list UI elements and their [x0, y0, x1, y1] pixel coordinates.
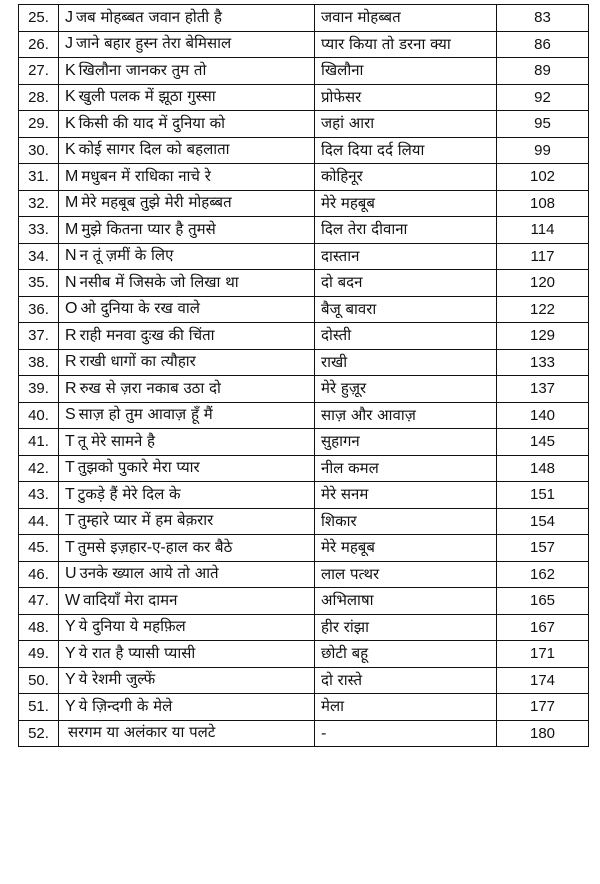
film-name: छोटी बहू	[315, 641, 497, 668]
page-number: 165	[497, 588, 589, 615]
index-letter: J	[65, 8, 73, 26]
song-title: ये ज़िन्दगी के मेले	[78, 696, 173, 715]
serial-number: 31.	[19, 164, 59, 191]
song-cell	[59, 588, 315, 615]
page-number: 122	[497, 296, 589, 323]
song-title: ओ दुनिया के रख वाले	[80, 299, 200, 318]
table-row	[19, 482, 589, 509]
table-row	[19, 111, 589, 138]
song-cell	[59, 296, 315, 323]
page-number: 102	[497, 164, 589, 191]
song-title: ये रात है प्यासी प्यासी	[78, 643, 196, 662]
index-letter: K	[65, 114, 76, 132]
serial-number: 30.	[19, 137, 59, 164]
film-name: दो रास्ते	[315, 667, 497, 694]
serial-number: 27.	[19, 58, 59, 85]
table-row	[19, 376, 589, 403]
song-cell	[59, 667, 315, 694]
film-name: दिल दिया दर्द लिया	[315, 137, 497, 164]
table-row	[19, 323, 589, 350]
index-letter: T	[65, 459, 75, 477]
table-row	[19, 641, 589, 668]
film-name: बैजू बावरा	[315, 296, 497, 323]
index-letter: R	[65, 379, 77, 397]
song-cell	[59, 614, 315, 641]
index-letter: K	[65, 88, 76, 106]
index-letter: K	[65, 141, 76, 159]
page-number: 140	[497, 402, 589, 429]
table-row	[19, 535, 589, 562]
page-number: 108	[497, 190, 589, 217]
song-title: जब मोहब्बत जवान होती है	[76, 7, 222, 26]
page-number: 151	[497, 482, 589, 509]
song-cell	[59, 455, 315, 482]
song-cell	[59, 111, 315, 138]
film-name: कोहिनूर	[315, 164, 497, 191]
film-name: मेला	[315, 694, 497, 721]
table-row	[19, 5, 589, 32]
serial-number: 49.	[19, 641, 59, 668]
serial-number: 46.	[19, 561, 59, 588]
serial-number: 40.	[19, 402, 59, 429]
film-name: खिलौना	[315, 58, 497, 85]
table-row	[19, 270, 589, 297]
film-name: मेरे हुज़ूर	[315, 376, 497, 403]
index-letter: M	[65, 167, 79, 185]
film-name: मेरे सनम	[315, 482, 497, 509]
table-row	[19, 243, 589, 270]
index-letter: Y	[65, 618, 76, 636]
page-number: 171	[497, 641, 589, 668]
song-cell	[59, 84, 315, 111]
song-cell	[59, 535, 315, 562]
film-name: राखी	[315, 349, 497, 376]
page-number: 174	[497, 667, 589, 694]
table-row	[19, 455, 589, 482]
index-letter: K	[65, 61, 76, 79]
page-number: 162	[497, 561, 589, 588]
table-row	[19, 137, 589, 164]
song-cell	[59, 429, 315, 456]
song-cell	[59, 323, 315, 350]
table-row	[19, 508, 589, 535]
song-title: राही मनवा दुःख की चिंता	[79, 325, 215, 344]
film-name: दोस्ती	[315, 323, 497, 350]
film-name: मेरे महबूब	[315, 535, 497, 562]
index-letter: T	[65, 485, 75, 503]
index-letter: N	[65, 247, 77, 265]
page-number: 145	[497, 429, 589, 456]
film-name: लाल पत्थर	[315, 561, 497, 588]
song-title: खिलौना जानकर तुम तो	[78, 60, 207, 79]
serial-number: 25.	[19, 5, 59, 32]
serial-number: 37.	[19, 323, 59, 350]
serial-number: 48.	[19, 614, 59, 641]
table-row	[19, 217, 589, 244]
index-letter: Y	[65, 644, 76, 662]
page-number: 180	[497, 720, 589, 747]
page-number: 177	[497, 694, 589, 721]
song-cell	[59, 376, 315, 403]
song-cell	[59, 349, 315, 376]
serial-number: 35.	[19, 270, 59, 297]
song-cell	[59, 561, 315, 588]
page-number: 154	[497, 508, 589, 535]
table-row	[19, 349, 589, 376]
song-title: किसी की याद में दुनिया को	[78, 113, 226, 132]
song-cell	[59, 641, 315, 668]
song-cell	[59, 58, 315, 85]
song-cell	[59, 720, 315, 747]
page-number: 92	[497, 84, 589, 111]
song-title: न तूं ज़मीं के लिए	[79, 246, 174, 265]
song-title: तुम्हारे प्यार में हम बेक़रार	[77, 511, 214, 530]
song-cell	[59, 164, 315, 191]
index-letter: O	[65, 300, 78, 318]
serial-number: 47.	[19, 588, 59, 615]
page-number: 86	[497, 31, 589, 58]
index-letter: N	[65, 273, 77, 291]
index-letter: M	[65, 220, 79, 238]
page-number: 167	[497, 614, 589, 641]
page-number: 89	[497, 58, 589, 85]
song-cell	[59, 137, 315, 164]
song-title: तुमसे इज़हार-ए-हाल कर बैठे	[77, 537, 233, 556]
serial-number: 43.	[19, 482, 59, 509]
serial-number: 42.	[19, 455, 59, 482]
song-title: ये रेशमी जुल्फें	[78, 670, 156, 689]
index-letter: M	[65, 194, 79, 212]
index-letter: T	[65, 538, 75, 556]
serial-number: 50.	[19, 667, 59, 694]
table-row	[19, 694, 589, 721]
film-name: प्यार किया तो डरना क्या	[315, 31, 497, 58]
film-name: शिकार	[315, 508, 497, 535]
index-letter: Y	[65, 697, 76, 715]
serial-number: 39.	[19, 376, 59, 403]
song-cell	[59, 508, 315, 535]
song-cell	[59, 5, 315, 32]
page-number: 148	[497, 455, 589, 482]
table-row	[19, 588, 589, 615]
page-number: 120	[497, 270, 589, 297]
page-number: 114	[497, 217, 589, 244]
song-cell	[59, 190, 315, 217]
page-number: 83	[497, 5, 589, 32]
song-title: मेरे महबूब तुझे मेरी मोहब्बत	[81, 193, 232, 212]
film-name: जवान मोहब्बत	[315, 5, 497, 32]
serial-number: 45.	[19, 535, 59, 562]
table-row	[19, 84, 589, 111]
serial-number: 36.	[19, 296, 59, 323]
song-title: जाने बहार हुस्न तेरा बेमिसाल	[76, 34, 232, 53]
song-title: मुझे कितना प्यार है तुमसे	[81, 219, 216, 238]
index-letter: S	[65, 406, 76, 424]
song-title: राखी धागों का त्यौहार	[79, 352, 196, 371]
song-title: टुकड़े हैं मेरे दिल के	[77, 484, 181, 503]
serial-number: 51.	[19, 694, 59, 721]
film-name: दो बदन	[315, 270, 497, 297]
serial-number: 44.	[19, 508, 59, 535]
table-row	[19, 614, 589, 641]
table-row	[19, 561, 589, 588]
song-title: साज़ हो तुम आवाज़ हूँ मैं	[78, 405, 213, 424]
serial-number: 41.	[19, 429, 59, 456]
film-name: नील कमल	[315, 455, 497, 482]
song-cell	[59, 402, 315, 429]
song-title: कोई सागर दिल को बहलाता	[78, 140, 230, 159]
table-row	[19, 667, 589, 694]
song-cell	[59, 694, 315, 721]
serial-number: 33.	[19, 217, 59, 244]
film-name: हीर रांझा	[315, 614, 497, 641]
song-cell	[59, 270, 315, 297]
film-name: जहां आरा	[315, 111, 497, 138]
table-row	[19, 429, 589, 456]
song-cell	[59, 217, 315, 244]
song-cell	[59, 482, 315, 509]
index-letter: R	[65, 353, 77, 371]
page-number: 137	[497, 376, 589, 403]
table-row	[19, 296, 589, 323]
song-title: सरगम या अलंकार या पलटे	[68, 723, 216, 742]
song-title: उनके ख्याल आये तो आते	[79, 564, 219, 583]
serial-number: 28.	[19, 84, 59, 111]
page-number: 99	[497, 137, 589, 164]
index-letter: J	[65, 35, 73, 53]
page-number: 157	[497, 535, 589, 562]
page-number: 133	[497, 349, 589, 376]
table-row	[19, 164, 589, 191]
index-letter: W	[65, 591, 81, 609]
film-name: -	[315, 720, 497, 747]
serial-number: 38.	[19, 349, 59, 376]
table-row	[19, 31, 589, 58]
film-name: सुहागन	[315, 429, 497, 456]
index-letter: U	[65, 565, 77, 583]
song-cell	[59, 31, 315, 58]
song-title: मधुबन में राधिका नाचे रे	[81, 166, 211, 185]
serial-number: 29.	[19, 111, 59, 138]
film-name: दिल तेरा दीवाना	[315, 217, 497, 244]
film-name: प्रोफेसर	[315, 84, 497, 111]
table-row	[19, 58, 589, 85]
song-title: तू मेरे सामने है	[77, 431, 156, 450]
film-name: मेरे महबूब	[315, 190, 497, 217]
serial-number: 32.	[19, 190, 59, 217]
index-letter: T	[65, 512, 75, 530]
song-title: तुझको पुकारे मेरा प्यार	[77, 458, 200, 477]
index-letter: Y	[65, 671, 76, 689]
index-letter: R	[65, 326, 77, 344]
table-row	[19, 402, 589, 429]
song-title: खुली पलक में झूठा गुस्सा	[78, 87, 216, 106]
song-cell	[59, 243, 315, 270]
page-number: 95	[497, 111, 589, 138]
song-title: ये दुनिया ये महफ़िल	[78, 617, 186, 636]
table-row	[19, 720, 589, 747]
song-index-table	[18, 4, 589, 747]
film-name: साज़ और आवाज़	[315, 402, 497, 429]
song-index-rows	[19, 5, 589, 747]
table-row	[19, 190, 589, 217]
serial-number: 26.	[19, 31, 59, 58]
film-name: अभिलाषा	[315, 588, 497, 615]
serial-number: 52.	[19, 720, 59, 747]
song-title: रुख से ज़रा नकाब उठा दो	[79, 378, 221, 397]
film-name: दास्तान	[315, 243, 497, 270]
song-title: वादियाँ मेरा दामन	[83, 590, 178, 609]
song-title: नसीब में जिसके जो लिखा था	[79, 272, 239, 291]
page-number: 129	[497, 323, 589, 350]
index-letter: T	[65, 432, 75, 450]
serial-number: 34.	[19, 243, 59, 270]
page-number: 117	[497, 243, 589, 270]
